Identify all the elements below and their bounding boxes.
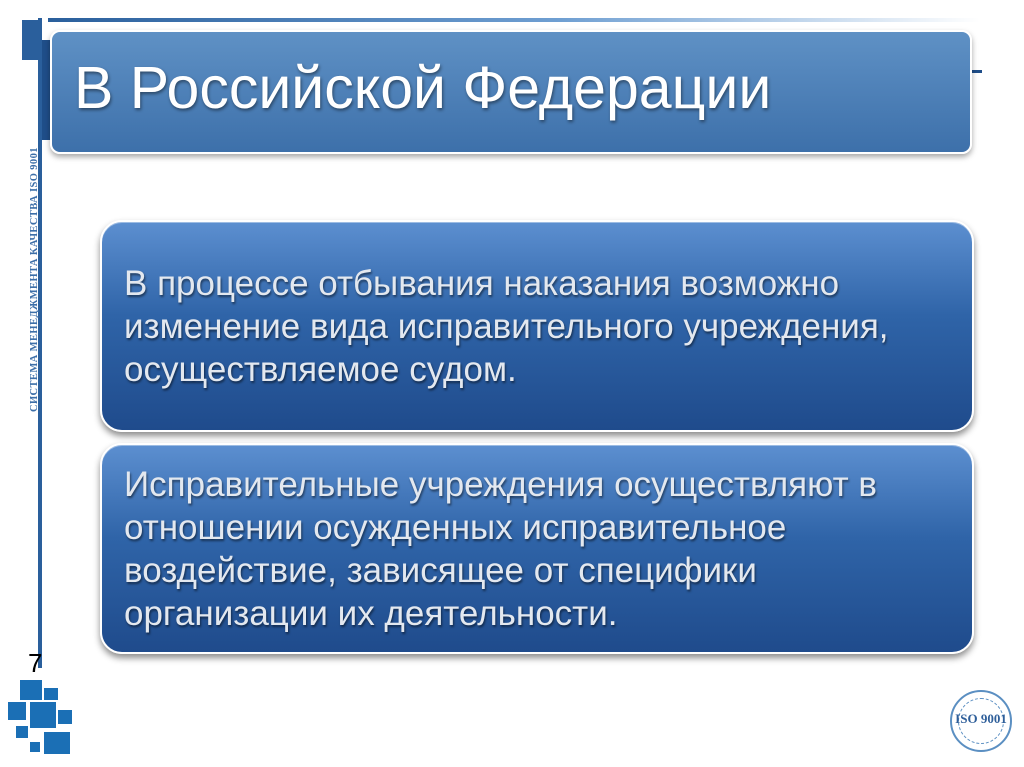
page-number: 7: [28, 648, 43, 678]
frame-right-dash: [972, 70, 982, 73]
slide-title: В Российской Федерации: [74, 55, 772, 121]
iso-certification-badge: [950, 690, 1012, 752]
info-card-2: [100, 443, 974, 654]
frame-top-line: [48, 18, 980, 22]
info-card-1: [100, 220, 974, 432]
badge-label: ISO 9001: [955, 711, 1007, 726]
corner-decoration: [22, 20, 38, 60]
pixel-blocks-decoration: [0, 680, 80, 760]
info-card-text: Исправительные учреждения осуществляют в отношении осужденных исправительное воздействие, зависящее от специфики организации их деятельности.: [124, 465, 877, 633]
info-card-text: В процессе отбывания наказания возможно изменение вида исправительного учреждения, осуществляемое судом.: [124, 264, 889, 389]
side-caption: СИСТЕМА МЕНЕДЖМЕНТА КАЧЕСТВА ISO 9001: [29, 147, 40, 413]
